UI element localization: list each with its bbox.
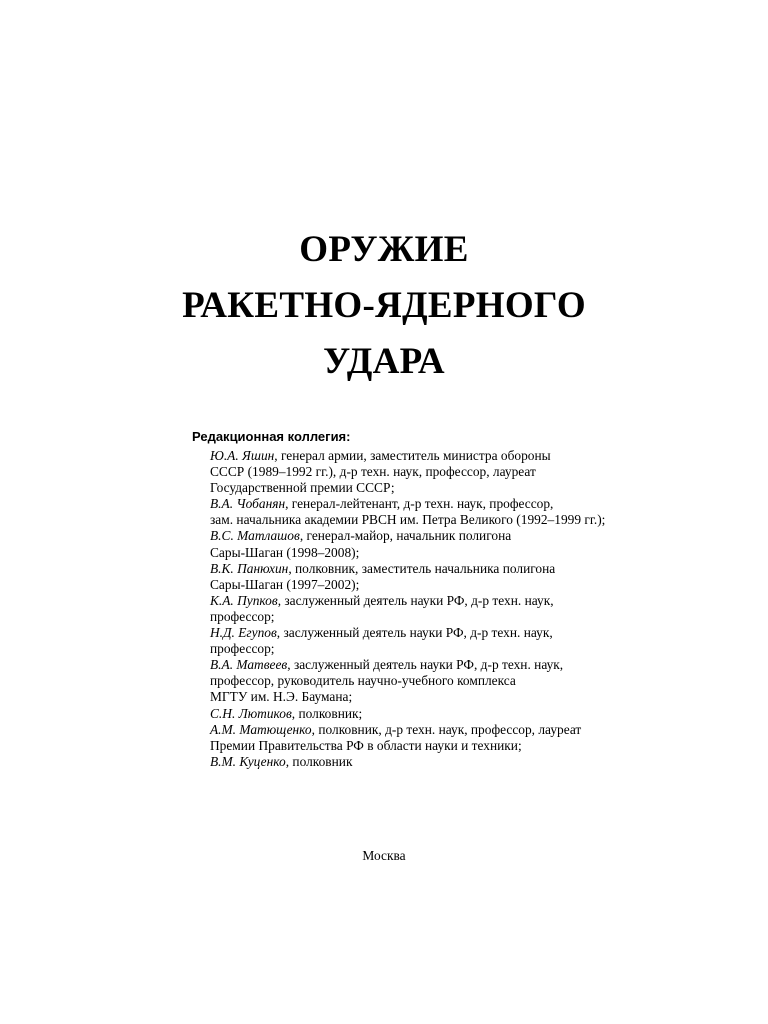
- board-member-description: Сары-Шаган (1997–2002);: [210, 576, 360, 592]
- publication-city: Москва: [362, 848, 406, 863]
- board-member-name: К.А. Пупков: [210, 592, 278, 608]
- board-member-name: В.А. Чобанян: [210, 496, 286, 512]
- board-member-description: Сары-Шаган (1998–2008);: [210, 544, 360, 560]
- board-member-entry: [210, 722, 730, 738]
- board-member-description: , генерал-лейтенант, д-р техн. наук, профессор,: [285, 496, 554, 512]
- board-member-entry: [210, 706, 730, 722]
- board-member-description: МГТУ им. Н.Э. Баумана;: [210, 689, 353, 705]
- board-member-entry: [210, 593, 730, 609]
- board-member-entry-continuation: [210, 673, 730, 689]
- board-member-description: , генерал армии, заместитель министра обороны: [274, 448, 551, 463]
- board-member-entry: [210, 625, 730, 641]
- board-member-entry: [210, 496, 730, 512]
- board-member-entry: [210, 657, 730, 673]
- board-member-entry: [210, 528, 730, 544]
- board-member-description: , полковник;: [291, 705, 363, 721]
- editorial-board-label: Редакционная коллегия:: [192, 429, 351, 444]
- board-member-name: С.Н. Лютиков: [210, 705, 292, 721]
- board-member-name: Н.Д. Егупов: [210, 625, 277, 641]
- board-member-entry-continuation: [210, 577, 730, 593]
- board-member-entry-continuation: [210, 609, 730, 625]
- board-member-description: , заслуженный деятель науки РФ, д-р техн. наук,: [277, 592, 554, 608]
- board-member-name: В.А. Матвеев: [210, 657, 288, 673]
- board-member-description: , полковник: [285, 753, 353, 769]
- board-member-description: СССР (1989–1992 гг.), д-р техн. наук, профессор, лауреат: [210, 464, 536, 480]
- board-member-entry-continuation: [210, 512, 730, 528]
- board-member-entry-continuation: [210, 689, 730, 705]
- board-member-description: Премии Правительства РФ в области науки и техники;: [210, 737, 522, 753]
- board-member-entry: [210, 561, 730, 577]
- board-member-entry: [210, 448, 730, 464]
- board-member-name: А.М. Матющенко: [210, 721, 312, 737]
- editorial-board-list: [210, 448, 730, 770]
- book-title: [0, 222, 768, 390]
- board-member-entry-continuation: [210, 738, 730, 754]
- board-member-name: Ю.А. Яшин: [210, 448, 275, 463]
- board-member-entry-continuation: [210, 464, 730, 480]
- book-title-line-2: РАКЕТНО-ЯДЕРНОГО: [182, 285, 586, 326]
- board-member-name: В.С. Матлашов: [210, 528, 300, 544]
- board-member-description: , заслуженный деятель науки РФ, д-р техн. наук,: [287, 657, 564, 673]
- board-member-entry-continuation: [210, 641, 730, 657]
- board-member-name: В.М. Куценко: [210, 753, 286, 769]
- board-member-entry: [210, 754, 730, 770]
- board-member-description: Государственной премии СССР;: [210, 480, 395, 496]
- board-member-description: , генерал-майор, начальник полигона: [299, 528, 512, 544]
- board-member-description: профессор;: [210, 608, 275, 624]
- book-title-line-3: УДАРА: [323, 341, 445, 382]
- board-member-description: , заслуженный деятель науки РФ, д-р техн. наук,: [276, 625, 553, 641]
- board-member-entry-continuation: [210, 545, 730, 561]
- board-member-description: , полковник, заместитель начальника полигона: [288, 560, 556, 576]
- board-member-description: профессор, руководитель научно-учебного комплекса: [210, 673, 516, 689]
- board-member-name: В.К. Панюхин: [210, 560, 289, 576]
- book-title-line-1: ОРУЖИЕ: [299, 229, 469, 270]
- board-member-entry-continuation: [210, 480, 730, 496]
- board-member-description: профессор;: [210, 641, 275, 657]
- board-member-description: , полковник, д-р техн. наук, профессор, лауреат: [311, 721, 582, 737]
- board-member-description: зам. начальника академии РВСН им. Петра Великого (1992–1999 гг.);: [210, 512, 606, 528]
